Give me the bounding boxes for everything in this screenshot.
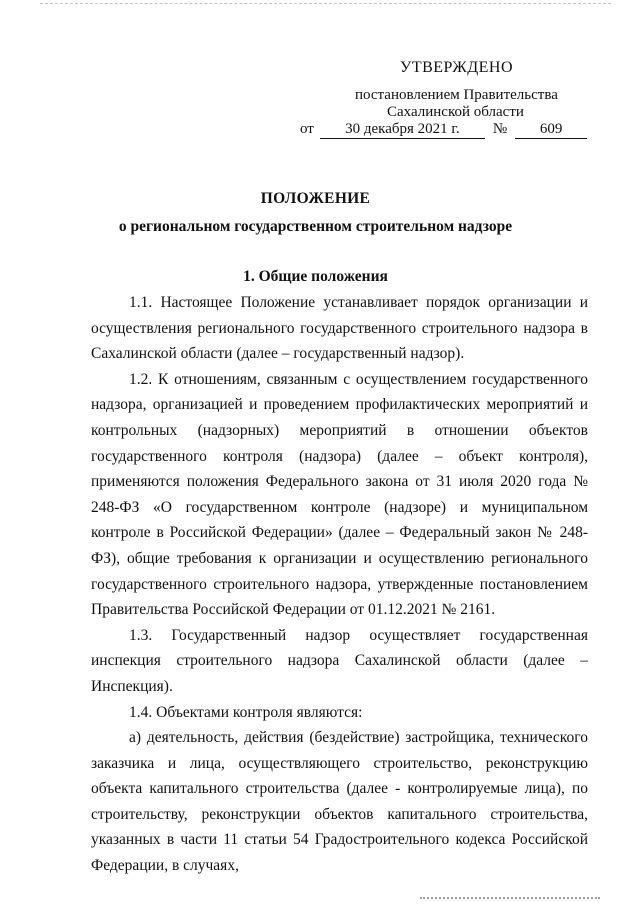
from-label: от	[300, 121, 314, 137]
approval-title: УТВЕРЖДЕНО	[400, 59, 514, 76]
approval-date: 30 декабря 2021 г.	[320, 121, 485, 139]
paragraph-1-4-a: а) деятельность, действия (бездействие) застройщика, технического заказчика и лица, осуществляющего строительство, реконструкцию объекта капитального строительства (далее - контролируемые лица), по строительству, реконструкции объектов капитального строительства, указанных в части 11 статьи 54 Градостроительного кодекса Российской Федерации, в случаях,	[91, 729, 588, 875]
document-subtitle: о региональном государственном строительном надзоре	[118, 218, 513, 235]
approval-line-1: постановлением Правительства	[355, 87, 558, 103]
approval-number: 609	[515, 121, 587, 139]
body-text	[91, 290, 588, 879]
scan-artifact-top	[40, 3, 611, 5]
paragraph-1-2: 1.2. К отношениям, связанным с осуществлением государственного надзора, организацией и проведением профилактических мероприятий и контрольных (надзорных) мероприятий в отношении объектов государственного контроля (надзора) (далее – объект контроля), применяются положения Федерального закона от 31 июля 2020 года № 248-ФЗ «О государственном контроле (надзоре) и муниципальном контроле в Российской Федерации» (далее – Федеральный закон № 248-ФЗ), общие требования к организации и осуществлению регионального государственного строительного надзора, утвержденные постановлением Правительства Российской Федерации от 01.12.2021 № 2161.	[91, 370, 588, 619]
paragraph-1-3: 1.3. Государственный надзор осуществляет государственная инспекция строительного надзора Сахалинской области (далее – Инспекция).	[91, 626, 588, 695]
approval-date-line	[300, 121, 587, 139]
paragraph-1-1: 1.1. Настоящее Положение устанавливает порядок организации и осуществления регионального государственного строительного надзора в Сахалинской области (далее – государственный надзор).	[91, 294, 588, 363]
number-label: №	[492, 121, 508, 137]
document-title: ПОЛОЖЕНИЕ	[260, 190, 371, 207]
scan-artifact-bottom	[420, 897, 600, 901]
approval-line-2: Сахалинской области	[387, 104, 524, 120]
paragraph-1-4: 1.4. Объектами контроля являются:	[129, 703, 363, 721]
section-heading: 1. Общие положения	[243, 268, 388, 285]
